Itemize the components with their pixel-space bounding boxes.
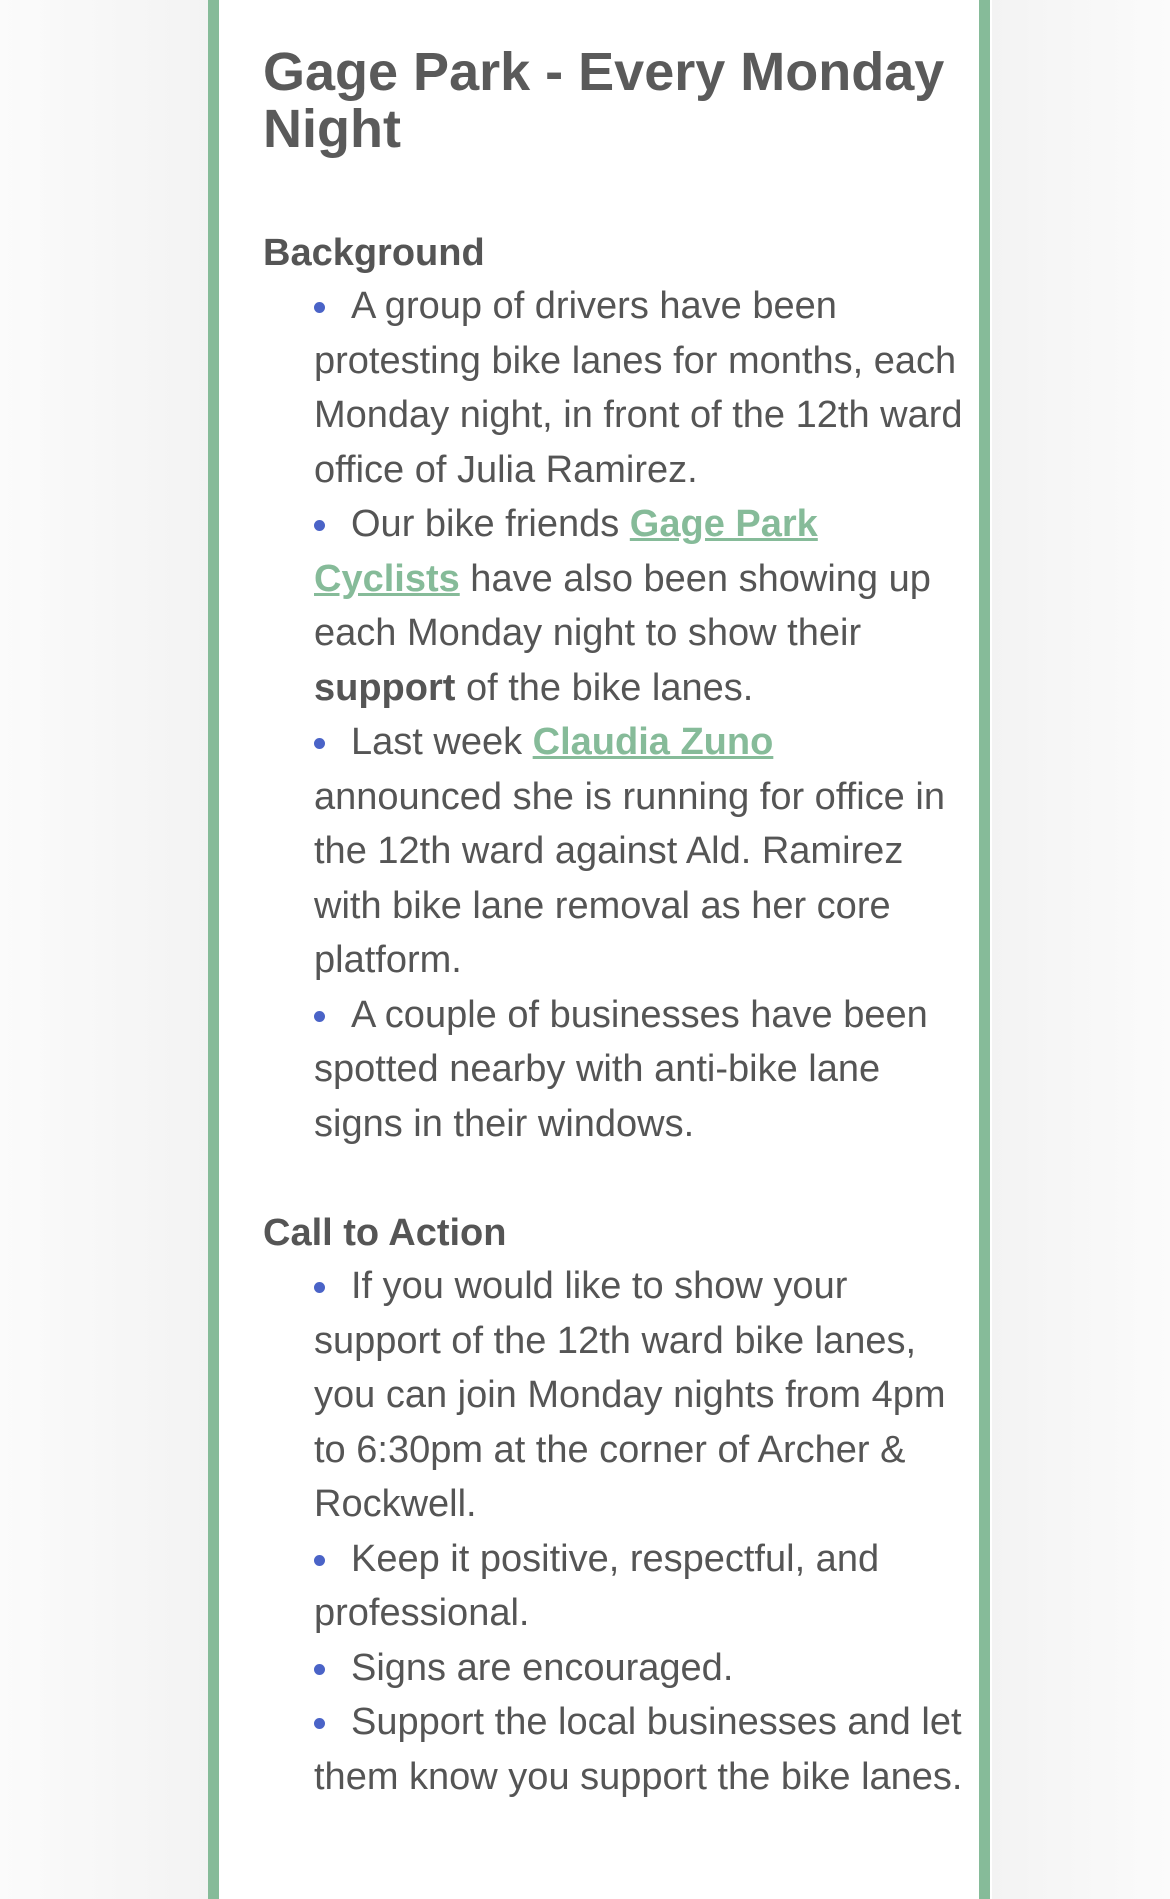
bullet-icon: [314, 520, 325, 531]
background-heading: Background: [263, 232, 485, 274]
background-list: [314, 279, 969, 1151]
bullet-icon: [314, 1664, 325, 1675]
list-item: [314, 1532, 969, 1641]
list-item-text: A group of drivers have been protesting bike lanes for months, each Monday night, in front of the 12th ward office of Julia Ramirez.: [314, 285, 963, 491]
bold-text: support: [314, 666, 456, 709]
list-item-text: Our bike friends: [351, 503, 630, 545]
call-to-action-list: [314, 1259, 969, 1804]
list-item-text: A couple of businesses have been spotted nearby with anti-bike lane signs in their windows.: [314, 993, 928, 1145]
list-item: [314, 715, 969, 988]
list-item-text: announced she is running for office in the 12th ward against Ald. Ramirez with bike lane removal as her core platform.: [314, 775, 945, 981]
page-title: Gage Park - Every Monday Night: [263, 42, 945, 159]
bullet-icon: [314, 1282, 325, 1293]
claudia-zuno-link[interactable]: Claudia Zuno: [532, 721, 774, 763]
list-item-text: Signs are encouraged.: [351, 1646, 734, 1689]
page-margin-right: [992, 0, 1170, 1899]
gage-park-cyclists-link[interactable]: Gage Park Cyclists: [314, 503, 818, 600]
list-item: [314, 1641, 969, 1696]
list-item-text: Keep it positive, respectful, and professional.: [314, 1537, 880, 1634]
list-item: [314, 279, 969, 497]
bullet-icon: [314, 302, 325, 313]
page-margin-left: [0, 0, 210, 1899]
list-item: [314, 988, 969, 1152]
call-to-action-heading: Call to Action: [263, 1212, 507, 1254]
list-item-text: have also been showing up each Monday night to show their: [314, 557, 931, 654]
list-item-text: of the bike lanes.: [455, 666, 754, 709]
article-card: [208, 0, 990, 1899]
list-item: [314, 1695, 969, 1804]
list-item-text: Last week: [351, 721, 533, 763]
list-item-text: Support the local businesses and let them know you support the bike lanes.: [314, 1701, 963, 1798]
bullet-icon: [314, 1555, 325, 1566]
list-item-text: If you would like to show your support of the 12th ward bike lanes, you can join Monday nights from 4pm to 6:30pm at the corner of Archer & Rockwell.: [314, 1265, 946, 1525]
bullet-icon: [314, 1011, 325, 1022]
list-item: [314, 1259, 969, 1532]
bullet-icon: [314, 738, 325, 749]
bullet-icon: [314, 1718, 325, 1729]
list-item: [314, 497, 969, 715]
